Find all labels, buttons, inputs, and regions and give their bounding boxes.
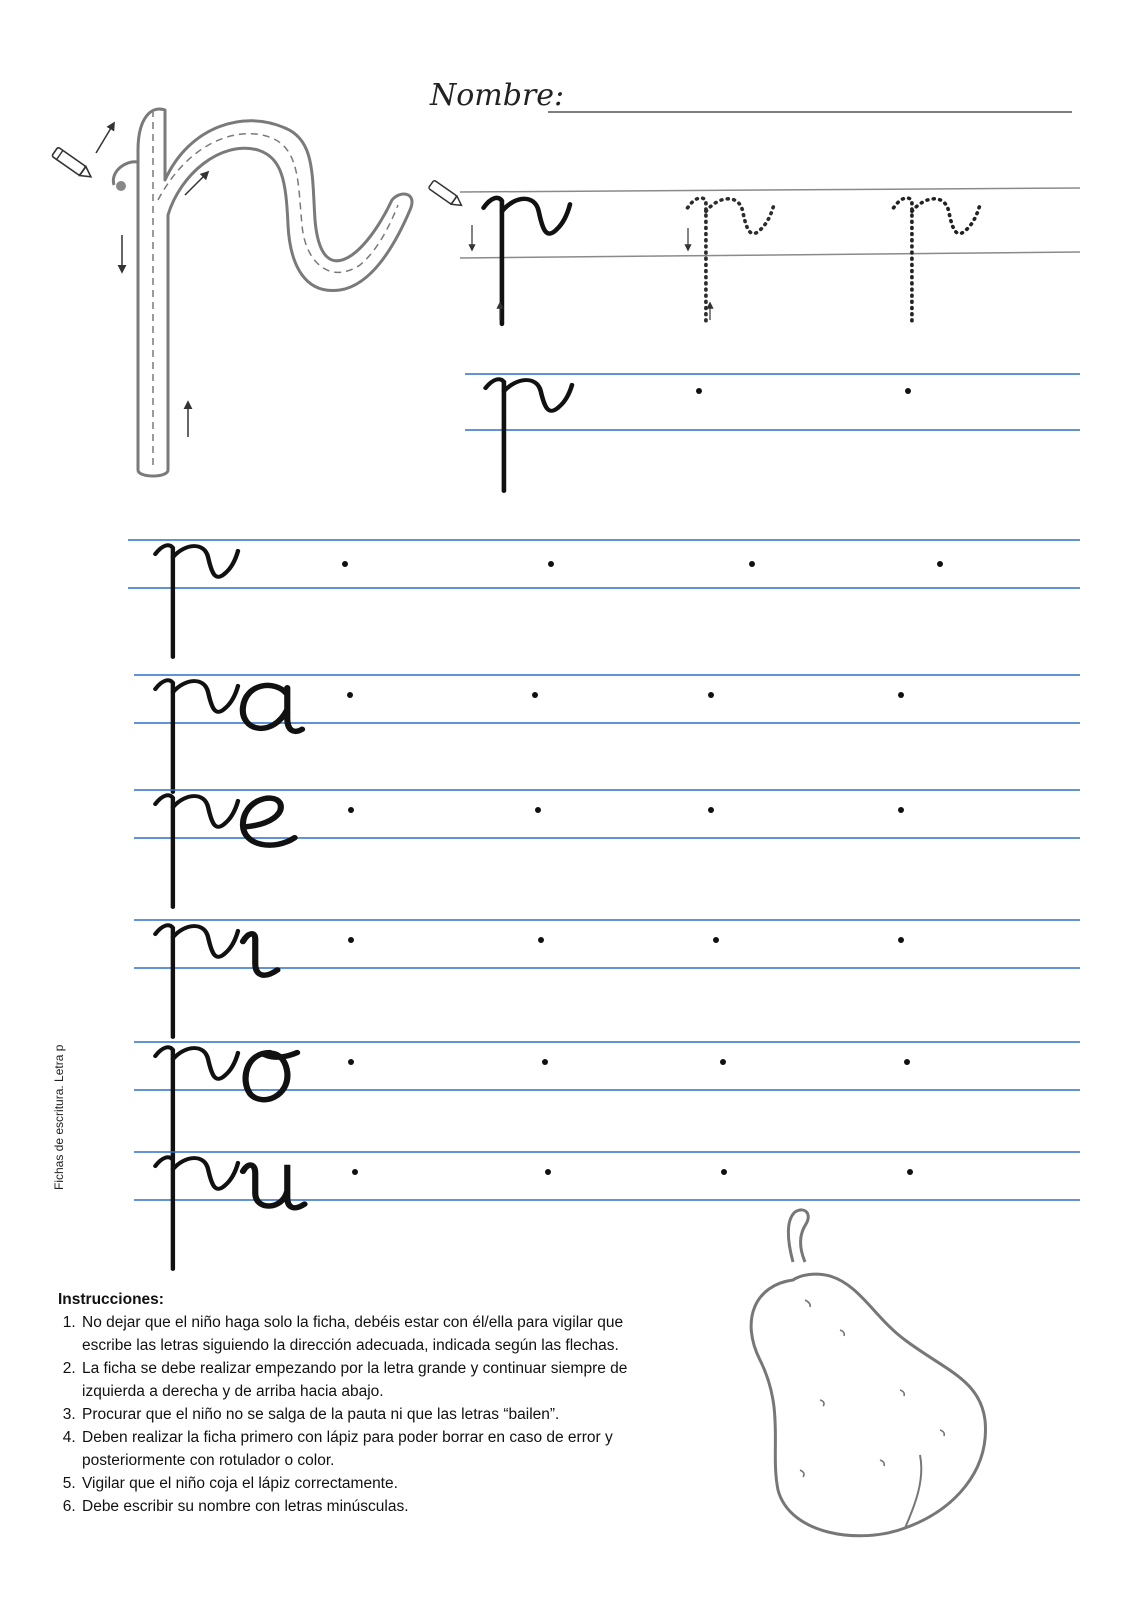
- start-dot: [904, 1059, 910, 1065]
- cursive-letter: [243, 934, 277, 975]
- start-dot: [713, 937, 719, 943]
- cursive-letter: [246, 1053, 298, 1100]
- pear-illustration: [751, 1210, 985, 1536]
- name-label: Nombre:: [430, 78, 565, 113]
- instructions-title: Instrucciones:: [58, 1291, 164, 1308]
- model-letter-outline: [52, 109, 412, 476]
- instruction-item: 6. Debe escribir su nombre con letras minúsculas.: [80, 1495, 658, 1518]
- start-dot: [348, 1059, 354, 1065]
- practice-rows: [128, 540, 1080, 1269]
- start-dot: [545, 1169, 551, 1175]
- start-dot: [342, 561, 348, 567]
- instruction-item: 4. Deben realizar la ficha primero con lápiz para poder borrar en caso de error y posteriormente con rotulador o color.: [80, 1426, 658, 1472]
- pencil-icon: [428, 180, 464, 209]
- start-dot: [708, 807, 714, 813]
- cursive-letter: [243, 1165, 305, 1208]
- instruction-item: 3. Procurar que el niño no se salga de la pauta ni que las letras “bailen”.: [80, 1403, 658, 1426]
- practice-word: [155, 1047, 297, 1159]
- start-dot: [548, 561, 554, 567]
- start-dot: [347, 692, 353, 698]
- guide-row-top: [465, 374, 1080, 491]
- start-dot: [542, 1059, 548, 1065]
- start-dot: [898, 807, 904, 813]
- side-label: Fichas de escritura. Letra p: [52, 1044, 66, 1190]
- practice-word: [155, 795, 294, 907]
- instructions-list: [58, 1311, 658, 1518]
- start-dot: [720, 1059, 726, 1065]
- start-dot: [937, 561, 943, 567]
- instruction-item: 1. No dejar que el niño haga solo la ficha, debéis estar con él/ella para vigilar que escribe las letras siguiendo la dirección adecuada, indicada según las flechas.: [80, 1311, 658, 1357]
- cursive-letter: [243, 685, 302, 731]
- pencil-icon: [52, 147, 94, 181]
- start-dot: [708, 692, 714, 698]
- instructions: [58, 1288, 658, 1518]
- start-dot: [749, 561, 755, 567]
- start-dot: [352, 1169, 358, 1175]
- start-dot: [535, 807, 541, 813]
- start-dot: [532, 692, 538, 698]
- start-dot: [907, 1169, 913, 1175]
- practice-word: [155, 1157, 304, 1269]
- dotted-guide-row: [428, 180, 1080, 324]
- practice-word: [155, 545, 238, 657]
- instruction-item: 2. La ficha se debe realizar empezando por la letra grande y continuar siempre de izquierda a derecha y de arriba hacia abajo.: [80, 1357, 658, 1403]
- instruction-item: 5. Vigilar que el niño coja el lápiz correctamente.: [80, 1472, 658, 1495]
- practice-word: [155, 680, 302, 792]
- start-dot: [538, 937, 544, 943]
- start-dot: [898, 937, 904, 943]
- start-dot: [721, 1169, 727, 1175]
- start-dot: [348, 937, 354, 943]
- start-dot: [898, 692, 904, 698]
- start-dot: [348, 807, 354, 813]
- practice-word: [155, 925, 277, 1037]
